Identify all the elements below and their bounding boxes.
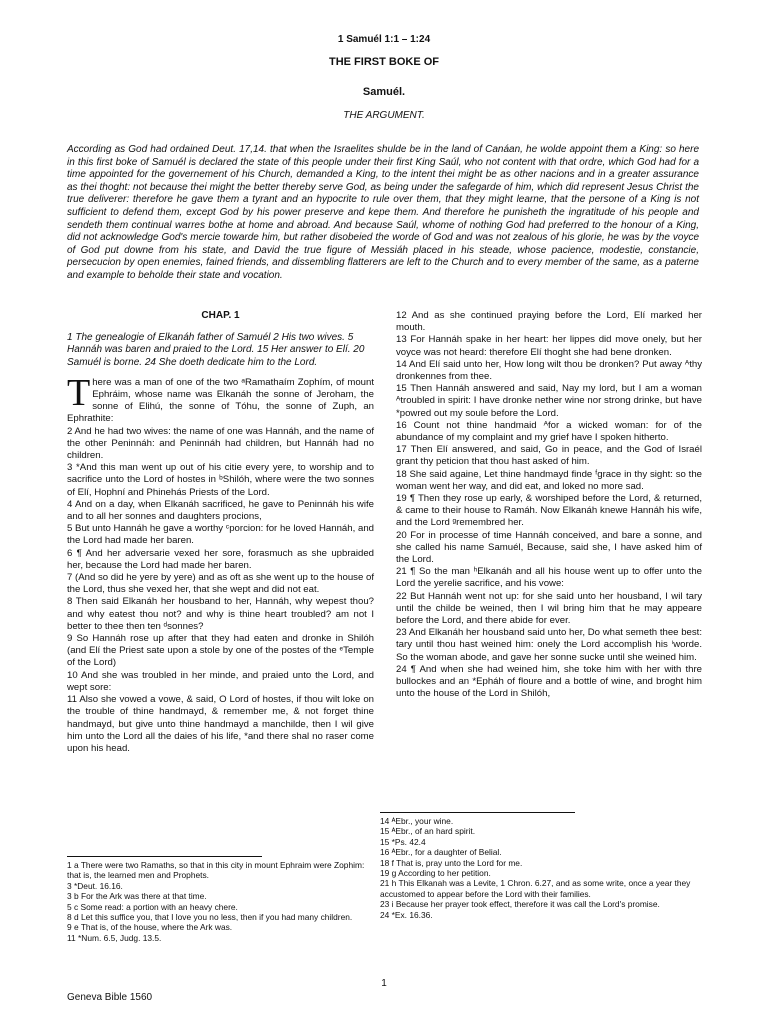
verse: 13 For Hannáh spake in her heart: her lippes did move onely, but her voyce was not heard: therefore Elí thoght she had bene dronken. <box>396 334 702 358</box>
footnote: 8 d Let this suffice you, that I love you no less, then if you had many children. <box>67 912 353 923</box>
verse: 18 She said againe, Let thine handmayd finde ᶠgrace in thy sight: so the woman went her way, and did eat, and loked no more sad. <box>396 468 702 492</box>
footnote-divider <box>67 856 262 857</box>
footnote: 21 h This Elkanah was a Levite, 1 Chron. 6.27, and as some write, once a year they accustomed to appear before the Lord with their families. <box>380 878 691 899</box>
verse: 11 Also she vowed a vowe, & said, O Lord of hostes, if thou wilt loke on the trouble of thine handmayd, & remember me, & not forget thine handmayd, but give unto thine handmayd a manchilde, then I wil give him unto the Lord all the daies of his life, *and there shal no raser come upon his head. <box>67 694 374 754</box>
verse: 23 And Elkanáh her housband said unto her, Do what semeth thee best: tary until thou hast weined him: onely the Lord accomplish his ⁱworde. So the woman abode, and gave her sonne sucke until she weined him. <box>396 627 702 663</box>
argument-paragraph: According as God had ordained Deut. 17,14. that when the Israelites shulde be in the land of Canáan, he wolde appoint them a King: so here in this first boke of Samuél is declared the state of this people under their first King Saúl, who not content with that ordre, which God had for a time appointed for the governement of his Church, demanded a King, to the intent thei might be as other nacions and in a greater assurance as thei thoght: not because thei might the better thereby serve God, as being under the safegarde of him, which did represent Jesus Christ the true deliverer: therefore he gave them a tyrant and an hypocrite to rule over them, that they might learne, that the persone of a King is not sufficient to defend them, except God by his power preserve and kepe them. And therefore he punisheth the ingratitude of his people and sendeth them continual warres bothe at home and abroad. And because Saúl, whome of nothing God had preferred to the honour of a King, did not acknowledge God's mercie towarde him, but rather disobeied the worde of God and was not zealous of his glorie, he was by the voyce of God put downe from his state, and David the true figure of Messiáh placed in his steade, whose pacience, modestie, constancie, persecucion by open enemies, fained friends, and dissembling flatterers are left to the Church and to every member of the same, as a paterne and example to beholde their state and vocation. <box>67 144 699 281</box>
verse: 3 *And this man went up out of his citie every yere, to worship and to sacrifice unto the Lord of hostes in ᵇShilóh, where were the two sonnes of Elí, Hophní and Phinehás Priests of the Lord. <box>67 462 374 498</box>
left-column <box>67 310 374 755</box>
verse: 15 Then Hannáh answered and said, Nay my lord, but I am a woman ᴬtroubled in spirit: I have dronke nether wine nor strong drinke, but have *powred out my soule before the Lord. <box>396 383 702 419</box>
left-footnotes <box>67 856 374 943</box>
page-number: 1 <box>381 978 387 989</box>
verse: 14 And Elí said unto her, How long wilt thou be dronken? Put away ᴬthy dronkennes from thee. <box>396 358 702 383</box>
footnote: 15 *Ps. 42.4 <box>380 836 426 847</box>
verse: 9 So Hannáh rose up after that they had eaten and dronke in Shilóh (and Elí the Priest sate upon a stole by one of the postes of the ᵉTemple of the Lord) <box>67 633 374 669</box>
chapter-summary: 1 The genealogie of Elkanáh father of Samuél 2 His two wives. 5 Hannáh was baren and praied to the Lord. 15 Her answer to Elí. 20 Samuél is borne. 24 She doeth dedicate him to the Lord. <box>67 332 365 368</box>
verse: 19 ¶ Then they rose up early, & worshiped before the Lord, & returned, & came to their house to Ramáh. Now Elkanáh knewe Hannáh his wife, and the Lord ᵍremembred her. <box>396 493 702 529</box>
chapter-heading: CHAP. 1 <box>201 310 240 321</box>
footnote: 14 ᴬEbr., your wine. <box>380 816 454 826</box>
argument-heading: THE ARGUMENT. <box>343 110 425 121</box>
verse: 17 Then Elí answered, and said, Go in peace, and the God of Israél grant thy peticion that thou hast asked of him. <box>396 444 702 468</box>
verse: 10 And she was troubled in her minde, and praied unto the Lord, and wept sore: <box>67 669 374 693</box>
verse: 5 But unto Hannáh he gave a worthy ᶜporcion: for he loved Hannáh, and the Lord had made her baren. <box>67 523 374 547</box>
footnote: 24 *Ex. 16.36. <box>380 909 433 920</box>
verse: 20 For in processe of time Hannáh conceived, and bare a sonne, and she called his name Samuél, Because, said she, I have asked him of the Lord. <box>396 529 702 566</box>
verse: 8 Then said Elkanáh her housband to her, Hannáh, why wepest thou? and why eatest thou not? and why is thine heart troubled? am not I better to thee then ten ᵈsonnes? <box>67 596 374 632</box>
verse: 4 And on a day, when Elkanáh sacrificed, he gave to Peninnáh his wife and to all her sonnes and daughters procions, <box>67 498 374 523</box>
verse: 21 ¶ So the man ʰElkanáh and all his house went up to offer unto the Lord the yerelie sacrifice, and his vowe: <box>396 566 702 590</box>
footnote: 9 e That is, of the house, where the Ark was. <box>67 922 233 933</box>
book-subtitle: Samuél. <box>362 86 406 98</box>
verse: 22 But Hannáh went not up: for she said unto her housband, I wil tary until the childe be weined, then I wil bring him that he may appeare before the Lord, and there abide for ever. <box>396 590 702 627</box>
verse: 7 (And so did he yere by yere) and as oft as she went up to the house of the Lord, thus she vexed her, that she wept and did not eat. <box>67 572 374 596</box>
footnote: 15 ᴬEbr., of an hard spirit. <box>380 826 476 837</box>
footnote: 3 b For the Ark was there at that time. <box>67 891 207 902</box>
footnote: 18 f That is, pray unto the Lord for me. <box>380 857 523 868</box>
book-title: THE FIRST BOKE OF <box>329 56 439 68</box>
verse: 24 ¶ And when she had weined him, she toke him with her with thre bullockes and an *Epháh of floure and a bottle of wine, and broght him unto the house of the Lord in Shilóh, <box>396 663 702 700</box>
footer-label: Geneva Bible 1560 <box>67 992 153 1003</box>
drop-cap: T <box>67 371 91 414</box>
footnote: 16 ᴬEbr., for a daughter of Belial. <box>380 847 502 858</box>
footnote: 5 c Some read: a portion with an heavy chere. <box>67 901 238 912</box>
footnote: 11 *Num. 6.5, Judg. 13.5. <box>67 932 162 943</box>
footnote: 23 i Because her prayer took effect, therefore it was call the Lord's promise. <box>380 899 660 910</box>
verse-1 <box>67 371 374 426</box>
footnote: 1 a There were two Ramaths, so that in this city in mount Ephraim were Zophim: that is, the learned men and Prophets. <box>67 860 365 881</box>
verse: 16 Count not thine handmaid ᴬfor a wicked woman: for of the abundance of my complaint and my grief have I spoken hitherto. <box>396 419 702 444</box>
right-column <box>396 310 702 701</box>
footnote: 19 g According to her petition. <box>380 868 491 879</box>
verse: 12 And as she continued praying before the Lord, Elí marked her mouth. <box>396 310 702 334</box>
right-footnotes <box>380 812 705 920</box>
verse: 2 And he had two wives: the name of one was Hannáh, and the name of the other Peninnáh: and Peninnáh had children, but Hannáh had no children. <box>67 425 374 462</box>
verse-1-text: here was a man of one of the two ᵃRamathaím Zophím, of mount Ephráim, whose name was Elkanáh the sonne of Jeroham, the sonne of Elihú, the sonne of Tóhu, the sonne of Zuph, an Ephrathite: <box>67 376 374 425</box>
footnote: 3 *Deut. 16.16. <box>67 880 123 891</box>
verse: 6 ¶ And her adversarie vexed her sore, forasmuch as she upbraided her, because the Lord had made her baren. <box>67 547 374 571</box>
running-head: 1 Samuél 1:1 – 1:24 <box>337 34 431 45</box>
footnote-divider <box>380 812 575 813</box>
